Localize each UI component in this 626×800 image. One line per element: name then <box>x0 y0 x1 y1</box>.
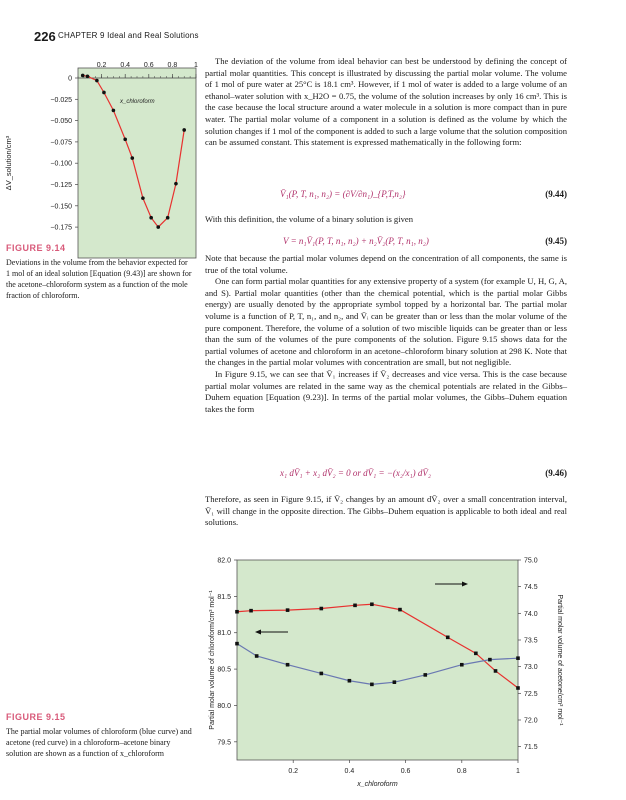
y-tick-label-right: 73.0 <box>524 664 538 672</box>
chloroform-point <box>423 673 427 677</box>
paragraph-final <box>205 494 567 529</box>
data-point <box>149 216 153 220</box>
y-axis-label-right: Partial molar volume of acetone/cm³ mol⁻¹ <box>556 594 563 726</box>
x-tick-label: 0.6 <box>400 768 411 775</box>
data-point <box>156 225 160 229</box>
paragraph: With this definition, the volume of a binary solution is given <box>205 214 414 224</box>
x-tick-label: 0.8 <box>456 768 467 775</box>
y-tick-label-right: 74.5 <box>524 584 538 592</box>
y-tick-label-right: 72.0 <box>524 717 538 725</box>
y-tick-label-left: 80.0 <box>217 702 231 710</box>
paragraph: In Figure 9.15, we can see that V̄₁ increases if V̄₂ decreases and vice versa. This is the case because partial molar volumes are related in the same way as the chemical potentials are related in the Gibbs–Duhem equation [Equation (9.23)]. In terms of the partial molar volumes, the Gibbs–Duhem equation takes the form <box>205 368 567 414</box>
figure-caption: The partial molar volumes of chloroform (blue curve) and acetone (red curve) in a chloroform–acetone binary solution are shown as a function of x_chloroform <box>6 727 192 758</box>
figure-9-14-caption-block <box>6 243 192 301</box>
page-number: 226 <box>34 29 56 44</box>
y-tick-label-right: 73.5 <box>524 637 538 645</box>
plot-area <box>78 68 196 258</box>
acetone-point <box>516 686 520 690</box>
acetone-point <box>446 636 450 640</box>
curve-annotation: x_chloroform <box>120 99 155 105</box>
figure-label: FIGURE 9.14 <box>6 243 66 253</box>
chloroform-point <box>516 656 520 660</box>
y-tick-label-right: 75.0 <box>524 557 538 565</box>
x-tick-label: 0.2 <box>96 62 107 69</box>
equation-number: (9.44) <box>545 189 567 199</box>
y-tick-label: 0 <box>68 75 72 83</box>
data-point <box>166 216 170 220</box>
paragraph: The deviation of the volume from ideal behavior can best be understood by defining the concept of partial molar quantities. This concept is illustrated by discussing the partial molar volume. The volume of 1 mol of pure water at 25°C is 18.1 cm³. However, if 1 mol of water is added to a large volume of an ethanol–water solution with x_H2O = 0.75, the volume of the solution increases by only 16 cm³. This is the case because the local structure around a water molecule in a solution is more compact than in pure water. The partial molar volume of a component in a solution is defined as the volume by which the solution changes if 1 mol of the component is added to such a large volume that the solution composition can be assumed constant. This statement is expressed mathematically in the following form: <box>205 56 567 148</box>
chloroform-point <box>348 679 352 683</box>
x-tick-label: 0.4 <box>120 62 131 69</box>
chloroform-point <box>370 683 374 687</box>
chloroform-point <box>320 672 324 676</box>
data-point <box>102 91 106 95</box>
y-tick-label: −0.175 <box>50 224 72 232</box>
paragraph-definition <box>205 214 567 226</box>
data-point <box>123 138 127 142</box>
acetone-point <box>494 669 498 673</box>
x-tick-label: 0.6 <box>143 62 154 69</box>
y-tick-label: −0.150 <box>50 203 72 211</box>
paragraph-block-2 <box>205 253 567 415</box>
y-tick-label-left: 81.5 <box>217 593 231 601</box>
y-tick-label: −0.125 <box>50 182 72 189</box>
paragraph: Note that because the partial molar volumes depend on the concentration of all components, the same is true of the total volume. <box>205 253 567 275</box>
y-tick-label-left: 79.5 <box>217 739 231 747</box>
fig14-axes <box>4 62 198 258</box>
equation-text: V̄₁(P, T, n₁, n₂) = (∂V/∂n₁)_{P,T,n₂} <box>280 189 406 199</box>
acetone-point <box>398 608 402 612</box>
y-tick-label-right: 72.5 <box>524 690 538 698</box>
chloroform-point <box>255 654 259 658</box>
plot-area <box>237 560 518 760</box>
acetone-point <box>370 602 374 606</box>
y-axis-label-left: Partial molar volume of chloroform/cm³ mol⁻¹ <box>209 590 216 730</box>
data-point <box>81 74 85 78</box>
y-tick-label: −0.050 <box>50 118 72 126</box>
chloroform-point <box>286 663 290 667</box>
x-tick-label: 1 <box>194 62 198 69</box>
fig15-axes <box>209 558 563 789</box>
data-point <box>86 74 90 78</box>
paragraph: One can form partial molar quantities for any extensive property of a system (for example U, H, G, A, and S). Partial molar quantities (other than the chemical potential, which is the partial molar Gibbs energy) are usually denoted by the appropriate symbol topped by a horizontal bar. The partial molar volume is a function of P, T, n₁, and n₂, and V̄ᵢ can be greater than or less than the molar volume of the pure component. Therefore, the volume of a solution of two miscible liquids can be greater than or less than the sum of the volumes of the pure components of the solution. Figure 9.15 shows data for the partial volumes of acetone and chloroform in an acetone–chloroform binary solution at 298 K. Note that the changes in the partial molar volumes with concentration are small, but not negligible. <box>205 276 567 368</box>
paragraph: Therefore, as seen in Figure 9.15, if V̄₂ changes by an amount dV̄₂ over a small concentration interval, V̄₁ will change in the opposite direction. The Gibbs–Duhem equation is applicable to both ideal and real solutions. <box>205 494 567 528</box>
acetone-point <box>235 610 239 614</box>
figure-label: FIGURE 9.15 <box>6 712 66 722</box>
y-tick-label: −0.025 <box>50 96 72 104</box>
chloroform-point <box>393 680 397 684</box>
data-point <box>174 182 178 186</box>
y-tick-label-right: 74.0 <box>524 610 538 618</box>
chloroform-point <box>235 642 239 646</box>
y-axis-label: ΔV_solution/cm³ <box>4 135 13 191</box>
y-tick-label-left: 81.0 <box>217 630 231 638</box>
chapter-title: CHAPTER 9 Ideal and Real Solutions <box>58 31 199 40</box>
data-point <box>141 196 145 200</box>
x-tick-label: 0.4 <box>344 768 355 775</box>
equation-number: (9.45) <box>545 236 567 246</box>
y-tick-label: −0.100 <box>50 160 72 168</box>
acetone-point <box>286 608 290 612</box>
acetone-point <box>320 607 324 611</box>
y-tick-label-left: 80.5 <box>217 666 231 674</box>
data-point <box>130 156 134 160</box>
figure-9-14-chart <box>0 40 205 265</box>
x-tick-label: 1 <box>516 768 520 775</box>
x-axis-label: x_chloroform <box>357 781 398 788</box>
y-tick-label: −0.075 <box>50 139 72 147</box>
paragraph-intro <box>205 56 567 149</box>
x-tick-label: 0.2 <box>288 768 299 775</box>
y-tick-label-right: 71.5 <box>524 744 538 752</box>
acetone-point <box>249 609 253 613</box>
data-point <box>112 109 116 113</box>
x-tick-label: 0.8 <box>167 62 178 69</box>
data-point <box>182 128 186 132</box>
chloroform-point <box>488 658 492 662</box>
data-point <box>95 79 99 83</box>
figure-9-15-caption-block <box>6 712 192 759</box>
equation-text: x₁ dV̄₁ + x₂ dV̄₂ = 0 or dV̄₁ = −(x₂/x₁) dV̄₂ <box>280 468 432 478</box>
equation-number: (9.46) <box>545 468 567 478</box>
chloroform-point <box>460 663 464 667</box>
equation-text: V = n₁V̄₁(P, T, n₁, n₂) + n₂V̄₂(P, T, n₁, n₂) <box>283 236 429 246</box>
acetone-point <box>353 604 357 608</box>
figure-9-15-chart <box>200 548 590 798</box>
acetone-point <box>474 652 478 656</box>
y-tick-label-left: 82.0 <box>217 557 231 565</box>
figure-caption: Deviations in the volume from the behavior expected for 1 mol of an ideal solution [Equation (9.43)] are shown for the acetone–chloroform system as a function of the mole fraction of chloroform. <box>6 258 192 300</box>
